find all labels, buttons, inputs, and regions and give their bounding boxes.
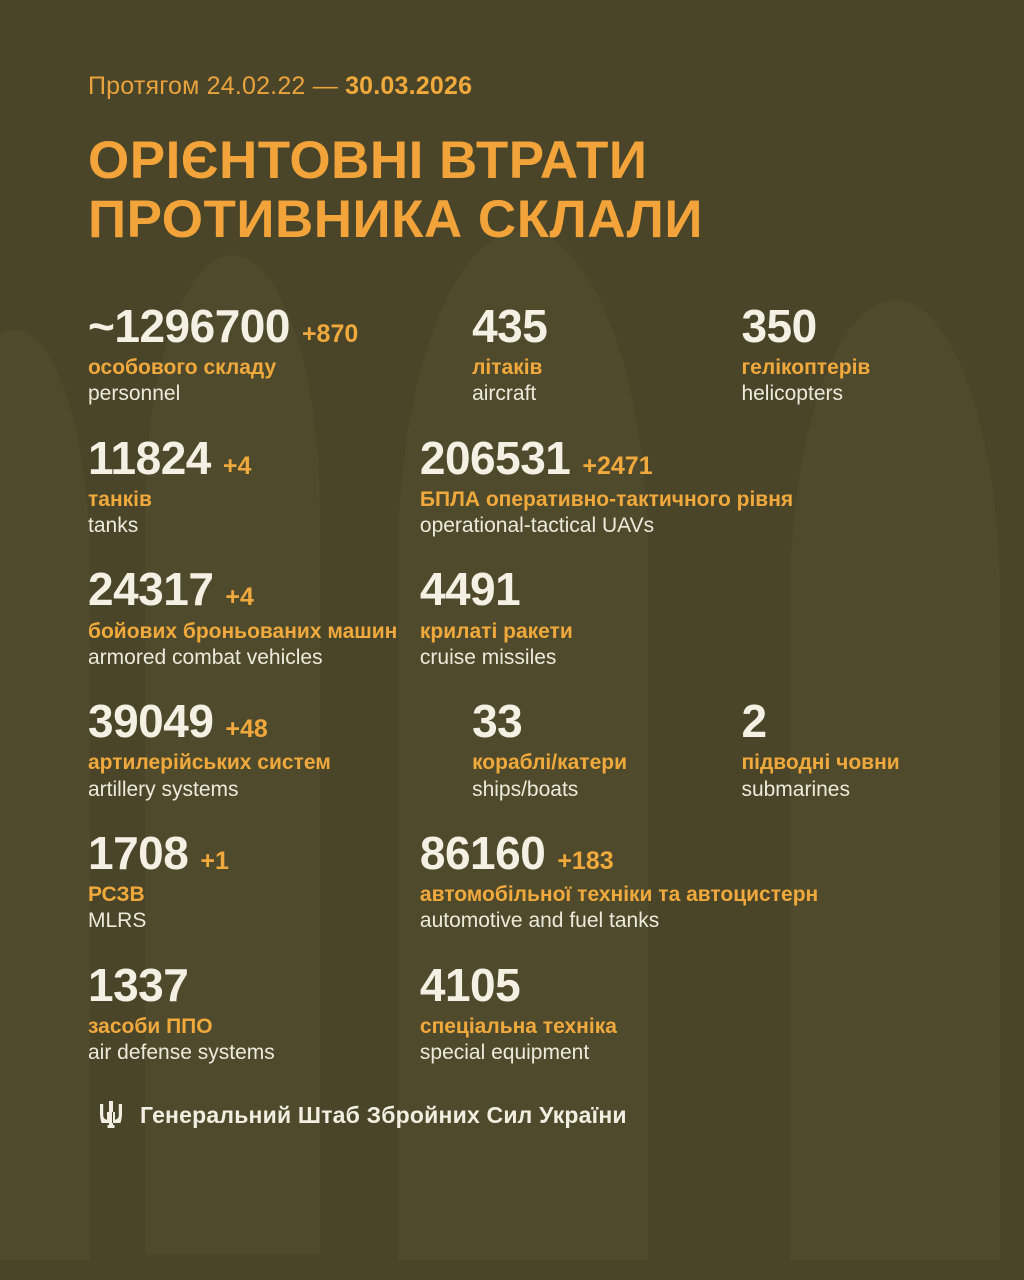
loss-value: 1708 bbox=[88, 826, 189, 879]
loss-item-special-equipment bbox=[419, 958, 936, 1067]
loss-label-en: submarines bbox=[741, 777, 850, 801]
table-row bbox=[88, 958, 936, 1067]
period-date: 30.03.2026 bbox=[345, 72, 473, 100]
loss-value: 350 bbox=[741, 299, 817, 352]
loss-delta: +870 bbox=[301, 319, 359, 348]
loss-label-en: tanks bbox=[88, 514, 139, 538]
loss-delta: +1 bbox=[200, 846, 229, 875]
loss-item-uavs bbox=[419, 431, 936, 540]
loss-item-ships bbox=[472, 697, 741, 803]
footer-text: Генеральний Штаб Збройних Сил України bbox=[140, 1102, 627, 1128]
period-prefix: Протягом 24.02.22 bbox=[88, 72, 306, 100]
loss-label-en: automotive and fuel tanks bbox=[419, 909, 660, 933]
loss-value: 1337 bbox=[88, 958, 189, 1011]
loss-label-en: ships/boats bbox=[472, 777, 579, 801]
loss-label-en: personnel bbox=[88, 382, 181, 406]
loss-item-tanks bbox=[88, 431, 420, 540]
loss-label-en: cruise missiles bbox=[419, 645, 557, 669]
loss-value: 206531 bbox=[419, 431, 571, 484]
loss-label-ua: танків bbox=[88, 487, 152, 511]
title-line-1: ОРІЄНТОВНІ ВТРАТИ bbox=[88, 131, 648, 190]
page-title bbox=[88, 131, 936, 250]
loss-label-ua: спеціальна техніка bbox=[419, 1015, 617, 1038]
loss-delta: +2471 bbox=[582, 451, 653, 480]
loss-label-ua: бойових броньованих машин bbox=[88, 619, 398, 643]
loss-value: 11824 bbox=[88, 431, 211, 484]
loss-label-ua: артилерійських систем bbox=[88, 751, 331, 775]
trident-icon bbox=[100, 1101, 122, 1131]
loss-label-en: helicopters bbox=[741, 382, 843, 406]
loss-item-aircraft bbox=[472, 299, 741, 408]
loss-value: 2 bbox=[741, 695, 767, 748]
loss-label-en: aircraft bbox=[472, 382, 537, 406]
losses-grid bbox=[88, 299, 936, 1067]
footer bbox=[88, 1101, 936, 1131]
loss-delta: +183 bbox=[557, 846, 614, 875]
loss-item-personnel bbox=[88, 299, 472, 408]
loss-item-armored-vehicles bbox=[88, 565, 420, 671]
loss-item-air-defense bbox=[88, 958, 420, 1067]
table-row bbox=[88, 697, 936, 803]
loss-value: 4105 bbox=[419, 958, 521, 1011]
title-line-2: ПРОТИВНИКА СКЛАЛИ bbox=[88, 190, 703, 250]
loss-label-ua: підводні човни bbox=[741, 751, 900, 775]
loss-value: 86160 bbox=[419, 826, 546, 879]
loss-delta: +4 bbox=[225, 583, 254, 612]
table-row bbox=[88, 299, 936, 408]
loss-label-ua: РСЗВ bbox=[88, 883, 145, 907]
loss-label-en: armored combat vehicles bbox=[88, 645, 323, 669]
loss-label-ua: крилаті ракети bbox=[419, 619, 573, 643]
loss-label-ua: гелікоптерів bbox=[741, 356, 871, 380]
loss-label-ua: БПЛА оперативно-тактичного рівня bbox=[419, 487, 794, 511]
loss-item-helicopters bbox=[741, 299, 936, 408]
loss-label-ua: засоби ППО bbox=[88, 1015, 213, 1038]
loss-label-ua: автомобільної техніки та автоцистерн bbox=[419, 883, 819, 907]
loss-value: 39049 bbox=[88, 695, 214, 748]
loss-label-en: air defense systems bbox=[88, 1041, 275, 1065]
loss-value: 33 bbox=[472, 695, 523, 748]
loss-label-en: special equipment bbox=[419, 1041, 590, 1065]
period-line bbox=[88, 0, 936, 101]
loss-item-artillery bbox=[88, 697, 472, 803]
loss-item-automotive bbox=[419, 826, 936, 935]
loss-label-ua: літаків bbox=[472, 356, 543, 380]
loss-item-submarines bbox=[741, 697, 936, 803]
table-row bbox=[88, 565, 936, 671]
table-row bbox=[88, 431, 936, 540]
loss-value: 4491 bbox=[419, 563, 521, 616]
loss-delta: +4 bbox=[222, 451, 252, 480]
loss-label-ua: кораблі/катери bbox=[472, 751, 627, 775]
loss-item-cruise-missiles bbox=[420, 565, 936, 671]
loss-label-en: MLRS bbox=[88, 909, 147, 933]
loss-value: 435 bbox=[472, 299, 548, 352]
table-row bbox=[88, 826, 936, 935]
loss-delta: +48 bbox=[225, 715, 268, 744]
loss-label-en: artillery systems bbox=[88, 777, 239, 801]
loss-label-en: operational-tactical UAVs bbox=[419, 514, 655, 538]
loss-value: 24317 bbox=[88, 563, 214, 616]
loss-item-mlrs bbox=[88, 826, 420, 935]
loss-value: ~1296700 bbox=[88, 299, 290, 352]
period-dash: — bbox=[312, 72, 338, 100]
loss-label-ua: особового складу bbox=[88, 356, 277, 380]
